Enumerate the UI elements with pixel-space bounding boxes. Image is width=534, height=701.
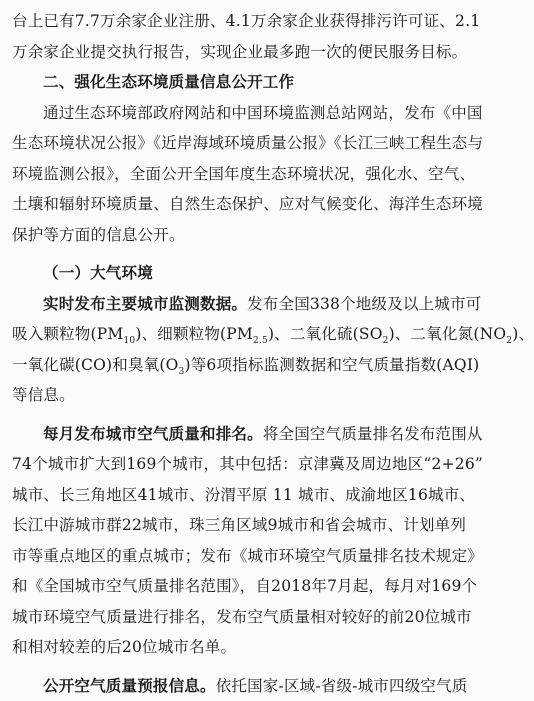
- paragraph-lead: 每月发布城市空气质量和排名。: [43, 425, 263, 443]
- text-line: 城市环境空气质量进行排名，发布空气质量相对较好的前20位城市: [12, 602, 486, 633]
- text-line: 和《全国城市空气质量排名范围》，自2018年7月起，每月对169个: [12, 571, 486, 602]
- subsection-heading: （一）大气环境: [12, 258, 486, 289]
- text-line: 市等重点地区的重点城市；发布《城市环境空气质量排名技术规定》: [12, 541, 486, 572]
- text-span: 发布全国338个地级及以上城市可: [247, 295, 481, 313]
- text-span: )等6项指标监测数据和空气质量指数(AQI): [184, 356, 479, 374]
- text-line: 通过生态环境部政府网站和中国环境监测总站网站，发布《中国: [12, 98, 486, 129]
- text-line: 台上已有7.7万余家企业注册、4.1万余家企业获得排污许可证、2.1: [12, 6, 486, 37]
- text-line: 环境监测公报》，全面公开全国年度生态环境状况，强化水、空气、: [12, 159, 486, 190]
- paragraph-lead: 公开空气质量预报信息。: [43, 677, 216, 695]
- text-line: [12, 289, 486, 320]
- text-line: 和相对较差的后20位城市名单。: [12, 632, 486, 663]
- subscript: 2.5: [253, 336, 268, 346]
- text-span: 依托国家-区域-省级-城市四级空气质: [216, 677, 468, 695]
- text-span: )、: [512, 325, 534, 343]
- text-line: [12, 671, 486, 701]
- text-line: [12, 350, 486, 381]
- text-span: )、二氧化硫(SO: [268, 325, 383, 343]
- subscript: 10: [123, 336, 135, 346]
- text-line: 保护等方面的信息公开。: [12, 220, 486, 251]
- text-span: )、二氧化氮(NO: [389, 325, 507, 343]
- text-span: 吸入颗粒物(PM: [12, 325, 123, 343]
- text-line: 生态环境状况公报》《近岸海域环境质量公报》《长江三峡工程生态与: [12, 128, 486, 159]
- text-span: 将全国空气质量排名发布范围从: [263, 425, 483, 443]
- section-heading: 二、强化生态环境质量信息公开工作: [12, 67, 486, 98]
- subscript: 2: [506, 336, 512, 346]
- text-line: 城市、长三角地区41城市、汾渭平原 11 城市、成渝地区16城市、: [12, 480, 486, 511]
- text-line: 74个城市扩大到169个城市，其中包括：京津冀及周边地区“2+26”: [12, 449, 486, 480]
- text-line: 土壤和辐射环境质量、自然生态保护、应对气候变化、海洋生态环境: [12, 189, 486, 220]
- paragraph-lead: 实时发布主要城市监测数据。: [43, 295, 247, 313]
- subscript: 2: [383, 336, 389, 346]
- subscript: 3: [179, 367, 185, 377]
- text-line: [12, 319, 486, 350]
- text-line: 长江中游城市群22城市，珠三角区域9城市和省会城市、计划单列: [12, 510, 486, 541]
- text-span: 一氧化碳(CO)和臭氧(O: [12, 356, 179, 374]
- text-line: [12, 419, 486, 450]
- text-line: 等信息。: [12, 380, 486, 411]
- text-span: )、细颗粒物(PM: [135, 325, 253, 343]
- text-line: 万余家企业提交执行报告，实现企业最多跑一次的便民服务目标。: [12, 37, 486, 68]
